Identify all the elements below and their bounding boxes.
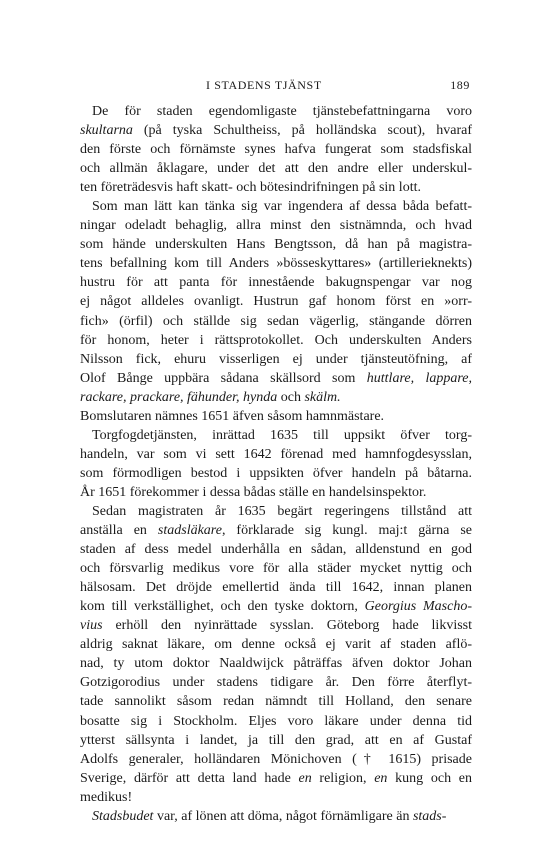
text-line <box>80 292 472 311</box>
text-line <box>80 464 472 483</box>
text-line <box>80 121 472 140</box>
text-line <box>80 216 472 235</box>
text-line <box>80 712 472 731</box>
text-run: De för staden egendomligaste tjänstebefattningarna voro <box>92 104 472 119</box>
text-run: som hände underskulten Hans Bengtsson, då han på magistra- <box>80 237 472 253</box>
text-run: Adolfs generaler, holländaren Mönichoven († 1615) prisade <box>80 751 472 767</box>
text-line <box>80 197 472 216</box>
text-line <box>80 788 472 807</box>
text-line <box>80 102 472 121</box>
text-line <box>80 616 472 635</box>
text-run: ej något alldeles ovanligt. Hustrun gaf honom först en »orr- <box>80 294 472 310</box>
text-run: ten företrädesvis haft skatt- och bötesindrifningen på sin lott. <box>80 180 421 196</box>
text-run: Olof Bånge uppbära sådana skällsord som <box>80 370 367 386</box>
italic-term: huttlare, lappare, <box>366 370 472 386</box>
text-run: nad, ty utom doktor Naaldwijck påträffas äfven doktor Johan <box>80 656 472 672</box>
text-run: hälsosam. Det dröjde emellertid ända till 1642, innan planen <box>80 580 472 596</box>
text-run: erhöll den nyinrättade sysslan. Göteborg hade likvisst <box>102 618 472 634</box>
italic-term: Georgius Mascho- <box>364 599 472 615</box>
text-run: , förklarade sig kungl. maj:t gärna se <box>221 523 472 539</box>
text-run: Bomslutaren nämnes 1651 äfven såsom hamnmästare. <box>80 408 385 424</box>
text-run: Nilsson fick, ehuru visserligen ej under tjänsteutöfning, af <box>80 351 472 367</box>
text-run: och försvarlig medikus vore för alla städer mycket nyttig och <box>80 561 472 577</box>
text-line <box>80 673 472 692</box>
text-line <box>80 635 472 654</box>
text-run: Torgfogdetjänsten, inrättad 1635 till uppsikt öfver torg- <box>92 427 472 443</box>
text-run: Gotzigorodius under stadens tidigare år. Den förre återflyt- <box>80 675 472 691</box>
text-line <box>80 750 472 769</box>
text-line <box>80 521 472 540</box>
italic-term: skälm. <box>304 389 341 405</box>
text-line <box>80 769 472 788</box>
text-line <box>80 273 472 292</box>
text-run: Sverige, därför att detta land hade <box>80 770 299 786</box>
text-run: var, af lönen att döma, något förnämligare än <box>153 808 413 824</box>
text-run: staden af dess medel underhålla en sådan, alldenstund en god <box>80 542 472 558</box>
text-line <box>80 654 472 673</box>
text-run: bosatte sig i Stockholm. Eljes voro läkare under denna tid <box>80 713 472 729</box>
text-run: handeln, var som vi sett 1642 förenad med hamnfogdesysslan, <box>80 446 472 462</box>
text-line <box>80 178 472 197</box>
text-line <box>80 369 472 388</box>
text-line <box>80 140 472 159</box>
text-run: År 1651 förekommer i dessa bådas ställe en handelsinspektor. <box>80 484 427 500</box>
text-run: religion, <box>311 770 375 786</box>
text-line <box>80 731 472 750</box>
text-line <box>80 331 472 350</box>
text-line <box>80 578 472 597</box>
text-line <box>80 235 472 254</box>
text-run: tens befallning kom till Anders »bösseskyttares» (artillerieknekts) <box>80 256 472 272</box>
chapter-title: I STADENS TJÄNST <box>206 78 322 92</box>
text-run: ytterst sällsynta i landet, ja till den grad, att en af Gustaf <box>80 732 472 748</box>
text-run: aldrig saknat läkare, om denne också ej varit af staden aflö- <box>80 637 472 653</box>
text-run: (på tyska Schultheiss, på holländska scout), hvaraf <box>132 123 472 139</box>
italic-term: stadsläkare <box>157 523 222 539</box>
text-run: medikus! <box>80 789 133 805</box>
italic-term: skultarna <box>80 123 133 139</box>
text-line <box>80 350 472 369</box>
text-run: kom till verkställighet, och den tyske doktorn, <box>80 599 365 615</box>
text-line <box>80 388 472 407</box>
text-line <box>80 559 472 578</box>
text-run: Sedan magistraten år 1635 begärt regeringens tillstånd att <box>92 503 472 519</box>
text-line <box>80 426 472 445</box>
italic-term: stads- <box>412 808 447 824</box>
page-number: 189 <box>450 78 470 92</box>
text-run: tade sannolikt såsom redan nämndt till Holland, den senare <box>80 694 472 710</box>
italic-term: rackare, prackare, fähunder, hynda <box>80 389 278 405</box>
text-run: ningar odeladt behaglig, allra minst den sistnämnda, och hvad <box>80 218 472 234</box>
text-run: den förste och förnämste synes hafva fungerat som stadsfiskal <box>80 142 472 158</box>
text-line <box>80 597 472 616</box>
text-line <box>80 483 472 502</box>
text-line <box>80 312 472 331</box>
text-line <box>80 407 472 426</box>
text-line <box>80 502 472 521</box>
italic-term: en <box>298 770 312 786</box>
text-line <box>80 807 472 826</box>
text-line <box>80 445 472 464</box>
text-run: kung och en <box>387 770 472 786</box>
italic-term: vius <box>80 618 103 634</box>
italic-term: en <box>374 770 388 786</box>
text-line <box>80 692 472 711</box>
italic-term: Stadsbudet <box>92 808 154 824</box>
text-run: hustru för att panta för innestående bakugnspengar var nog <box>80 275 472 291</box>
text-line <box>80 254 472 273</box>
text-run: som förmodligen bestod i uppsikten öfver handeln på båtarna. <box>80 465 472 481</box>
text-run: och allmän åklagare, under det att den andre eller underskul- <box>80 161 472 177</box>
text-run: Som man lätt kan tänka sig var ingendera af dessa båda befatt- <box>92 199 472 215</box>
text-run: anställa en <box>80 523 158 539</box>
text-run: fich» (örfil) och ställde sig sedan vägerlig, stängande dörren <box>80 313 472 329</box>
body-text <box>80 102 472 826</box>
text-line <box>80 540 472 559</box>
text-line <box>80 159 472 178</box>
text-run: för honom, heter i rättsprotokollet. Och underskulten Anders <box>80 332 472 348</box>
text-run: och <box>277 389 305 405</box>
